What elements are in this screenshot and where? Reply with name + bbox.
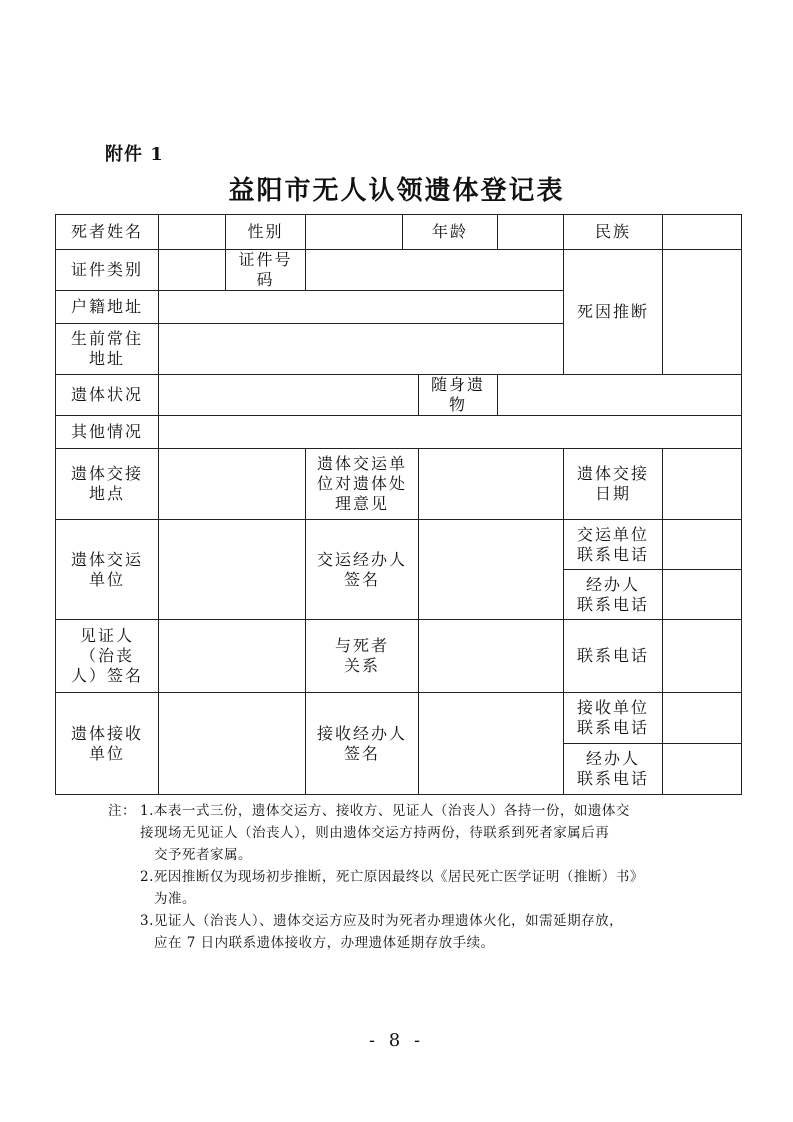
- label-deceased-name: 死者姓名: [56, 215, 159, 250]
- field-transport-unit-opinion[interactable]: [419, 449, 564, 520]
- label-transport-handler-sign: 交运经办人 签名: [306, 520, 419, 620]
- label-body-condition: 遗体状况: [56, 375, 159, 416]
- notes: [108, 800, 708, 954]
- field-deceased-name[interactable]: [159, 215, 226, 250]
- label-ethnicity: 民族: [564, 215, 663, 250]
- field-transport-unit-phone[interactable]: [663, 520, 742, 570]
- field-witness-sign[interactable]: [159, 620, 306, 693]
- note-line: 1.本表一式三份，遗体交运方、接收方、见证人（治丧人）各持一份，如遗体交: [140, 803, 630, 819]
- field-contact-phone[interactable]: [663, 620, 742, 693]
- label-transport-handler-phone: 经办人 联系电话: [564, 570, 663, 620]
- label-transport-unit: 遗体交运 单位: [56, 520, 159, 620]
- label-handover-date: 遗体交接 日期: [564, 449, 663, 520]
- field-id-number[interactable]: [306, 250, 564, 291]
- field-other-info[interactable]: [159, 416, 742, 449]
- field-ethnicity[interactable]: [663, 215, 742, 250]
- field-belongings[interactable]: [498, 375, 742, 416]
- field-cause-inference[interactable]: [663, 250, 742, 375]
- field-transport-handler-sign[interactable]: [419, 520, 564, 620]
- label-receiving-unit: 遗体接收 单位: [56, 693, 159, 795]
- label-residence-address: 生前常住 地址: [56, 324, 159, 375]
- label-handover-location: 遗体交接 地点: [56, 449, 159, 520]
- field-receiving-unit[interactable]: [159, 693, 306, 795]
- label-contact-phone: 联系电话: [564, 620, 663, 693]
- label-receiving-handler-sign: 接收经办人 签名: [306, 693, 419, 795]
- label-cause-inference: 死因推断: [564, 250, 663, 375]
- field-transport-handler-phone[interactable]: [663, 570, 742, 620]
- field-id-type[interactable]: [159, 250, 226, 291]
- notes-prefix: 注：: [108, 803, 136, 819]
- form-title: 益阳市无人认领遗体登记表: [228, 176, 565, 206]
- label-other-info: 其他情况: [56, 416, 159, 449]
- note-line: 为准。: [154, 891, 196, 907]
- attachment-label: 附件 1: [105, 144, 164, 165]
- label-receiving-handler-phone: 经办人 联系电话: [564, 744, 663, 795]
- note-item: [108, 800, 708, 866]
- field-handover-date[interactable]: [663, 449, 742, 520]
- field-household-address[interactable]: [159, 291, 564, 324]
- field-receiving-handler-phone[interactable]: [663, 744, 742, 795]
- label-witness-sign: 见证人 （治丧 人）签名: [56, 620, 159, 693]
- label-transport-unit-phone: 交运单位 联系电话: [564, 520, 663, 570]
- note-line: 应在 7 日内联系遗体接收方，办理遗体延期存放手续。: [154, 935, 495, 951]
- note-item: [108, 910, 708, 954]
- field-relation[interactable]: [419, 620, 564, 693]
- field-transport-unit[interactable]: [159, 520, 306, 620]
- label-age: 年龄: [403, 215, 498, 250]
- label-id-number: 证件号码: [226, 250, 306, 291]
- field-residence-address[interactable]: [159, 324, 564, 375]
- label-receiving-unit-phone: 接收单位 联系电话: [564, 693, 663, 744]
- label-belongings: 随身遗物: [419, 375, 498, 416]
- registration-table: [55, 214, 742, 795]
- field-receiving-unit-phone[interactable]: [663, 693, 742, 744]
- field-handover-location[interactable]: [159, 449, 306, 520]
- label-relation: 与死者 关系: [306, 620, 419, 693]
- field-age[interactable]: [498, 215, 564, 250]
- note-item: [108, 866, 708, 910]
- note-line: 接现场无见证人（治丧人），则由遗体交运方持两份，待联系到死者家属后再: [140, 825, 610, 841]
- note-line: 2.死因推断仅为现场初步推断，死亡原因最终以《居民死亡医学证明（推断）书》: [140, 869, 644, 885]
- label-household-address: 户籍地址: [56, 291, 159, 324]
- page-number: - 8 -: [368, 1030, 425, 1051]
- label-id-type: 证件类别: [56, 250, 159, 291]
- label-transport-unit-opinion: 遗体交运单 位对遗体处 理意见: [306, 449, 419, 520]
- field-gender[interactable]: [306, 215, 403, 250]
- label-gender: 性别: [226, 215, 306, 250]
- note-line: 3.见证人（治丧人）、遗体交运方应及时为死者办理遗体火化，如需延期存放，: [140, 913, 624, 929]
- field-receiving-handler-sign[interactable]: [419, 693, 564, 795]
- field-body-condition[interactable]: [159, 375, 419, 416]
- note-line: 交予死者家属。: [154, 847, 252, 863]
